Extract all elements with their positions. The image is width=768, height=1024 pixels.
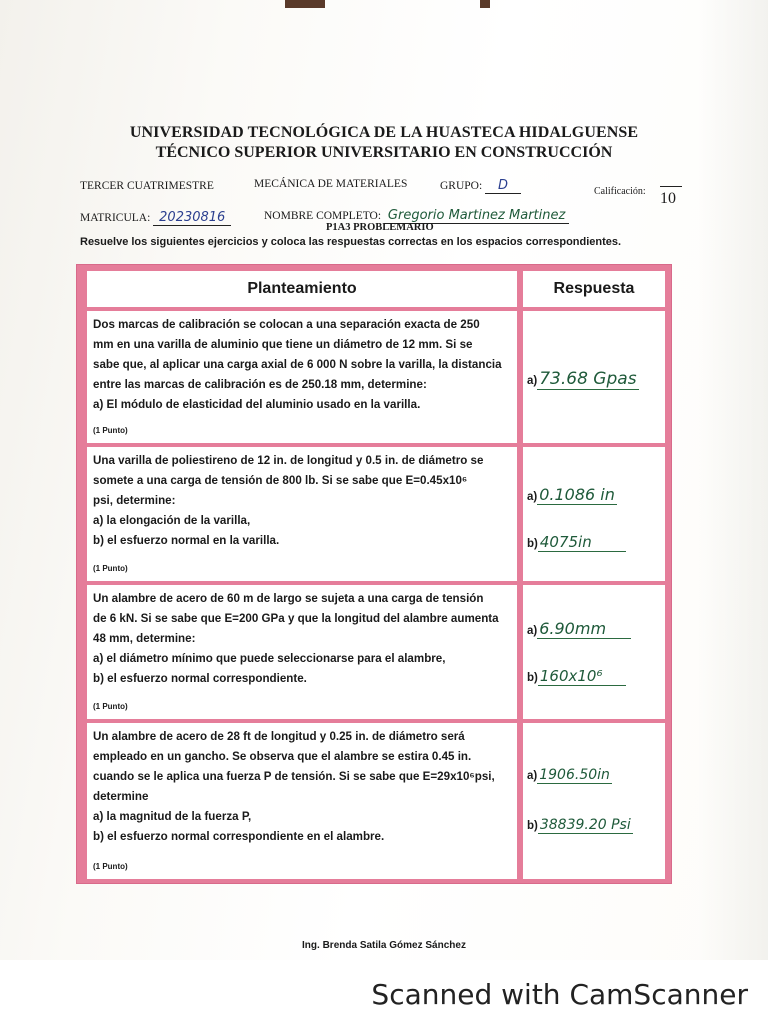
problem-3 (87, 585, 517, 719)
answer-2a (527, 485, 617, 505)
grade-score-line (660, 186, 682, 187)
problem-line: somete a una carga de tensión de 800 lb. Si se sabe que E=0.45x10⁶ (93, 474, 468, 487)
problem-line: sabe que, al aplicar una carga axial de 6 000 N sobre la varilla, la distancia (93, 358, 502, 371)
answer-value: 73.68 Gpas (539, 369, 637, 389)
points-label: (1 Punto) (93, 702, 128, 711)
grade-total: 10 (660, 190, 676, 207)
answer-4b (527, 817, 633, 834)
problem-4 (87, 723, 517, 879)
column-header-answer: Respuesta (523, 271, 665, 307)
answer-value: 38839.20 Psi (539, 817, 631, 833)
answer-value: 4075in (538, 533, 626, 552)
answer-label: a) (527, 375, 538, 387)
answer-cell-4 (523, 723, 665, 879)
answer-4a (527, 767, 612, 784)
university-title: UNIVERSIDAD TECNOLÓGICA DE LA HUASTECA HIDALGUENSE (129, 124, 639, 141)
points-label: (1 Punto) (93, 564, 128, 573)
answer-value: 160x10⁶ (538, 667, 626, 686)
points-label: (1 Punto) (93, 862, 128, 871)
group-field (440, 178, 521, 194)
problem-line: entre las marcas de calibración es de 250.18 mm, determine: (93, 378, 427, 391)
problem-line: Dos marcas de calibración se colocan a una separación exacta de 250 (93, 318, 480, 331)
points-label: (1 Punto) (93, 426, 128, 435)
answer-label: b) (527, 820, 538, 832)
problem-line: 48 mm, determine: (93, 632, 196, 645)
name-value: Gregorio Martinez Martinez (384, 208, 569, 224)
column-header-problem: Planteamiento (87, 271, 517, 307)
matricula-label: MATRICULA: (80, 212, 151, 224)
matricula-field (80, 210, 231, 226)
problem-line: psi, determine: (93, 494, 176, 507)
group-label: GRUPO: (440, 180, 483, 192)
answer-label: b) (527, 538, 538, 550)
answer-1a (527, 369, 639, 390)
answer-value: 1906.50in (539, 767, 610, 783)
problem-line: de 6 kN. Si se sabe que E=200 GPa y que la longitud del alambre aumenta (93, 612, 499, 625)
teacher-name: Ing. Brenda Satila Gómez Sánchez (302, 940, 466, 951)
answer-label: b) (527, 672, 538, 684)
answer-value: 0.1086 in (539, 485, 615, 504)
answer-label: a) (527, 770, 538, 782)
problem-line: empleado en un gancho. Se observa que el alambre se estira 0.45 in. (93, 750, 472, 763)
problem-2 (87, 447, 517, 581)
answer-value: 6.90mm (537, 619, 631, 639)
problem-line: determine (93, 790, 149, 803)
top-edge-mark (285, 0, 325, 8)
problem-line: Una varilla de poliestireno de 12 in. de longitud y 0.5 in. de diámetro se (93, 454, 484, 467)
subject-label: MECÁNICA DE MATERIALES (254, 178, 408, 190)
answer-label: a) (527, 625, 538, 637)
problem-line: mm en una varilla de aluminio que tiene un diámetro de 12 mm. Si se (93, 338, 473, 351)
instructions: Resuelve los siguientes ejercicios y coloca las respuestas correctas en los espacios correspondientes. (80, 236, 622, 248)
problem-line: a) El módulo de elasticidad del aluminio usado en la varilla. (93, 398, 421, 411)
problem-line: b) el esfuerzo normal correspondiente. (93, 672, 307, 685)
problem-line: cuando se le aplica una fuerza P de tensión. Si se sabe que E=29x10⁶psi, (93, 770, 495, 783)
top-edge-mark (480, 0, 490, 8)
problem-1 (87, 311, 517, 443)
answer-label: a) (527, 491, 538, 503)
problem-line: Un alambre de acero de 60 m de largo se sujeta a una carga de tensión (93, 592, 484, 605)
answer-cell-2 (523, 447, 665, 581)
answer-2b (527, 533, 626, 552)
answer-3a (527, 619, 631, 639)
problem-line: Un alambre de acero de 28 ft de longitud y 0.25 in. de diámetro será (93, 730, 465, 743)
assignment-title: P1A3 PROBLEMARIO (326, 222, 434, 233)
problem-line: b) el esfuerzo normal en la varilla. (93, 534, 280, 547)
answer-3b (527, 667, 626, 686)
program-title: TÉCNICO SUPERIOR UNIVERSITARIO EN CONSTRUCCIÓN (155, 144, 613, 161)
group-value: D (485, 178, 521, 194)
matricula-value: 20230816 (153, 210, 231, 226)
problem-line: a) la elongación de la varilla, (93, 514, 251, 527)
problem-line: a) la magnitud de la fuerza P, (93, 810, 252, 823)
name-label: NOMBRE COMPLETO: (264, 210, 382, 222)
answer-cell-1 (523, 311, 665, 443)
problems-table (76, 264, 672, 884)
answer-cell-3 (523, 585, 665, 719)
camscanner-watermark: Scanned with CamScanner (371, 978, 748, 1011)
problem-line: a) el diámetro mínimo que puede seleccionarse para el alambre, (93, 652, 446, 665)
problem-line: b) el esfuerzo normal correspondiente en el alambre. (93, 830, 385, 843)
term-label: TERCER CUATRIMESTRE (80, 180, 214, 192)
grade-label: Calificación: (594, 186, 646, 197)
